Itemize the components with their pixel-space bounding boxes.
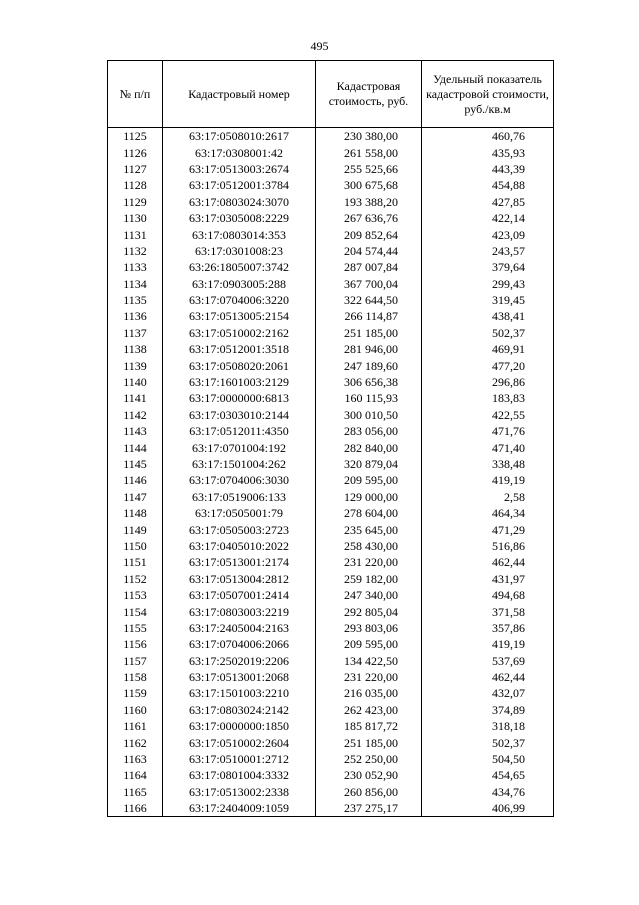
specific-value: 443,39 bbox=[422, 161, 554, 177]
cadastral-cost: 278 604,00 bbox=[316, 505, 422, 521]
cadastral-number: 63:17:0505003:2723 bbox=[163, 521, 316, 537]
cadastral-cost: 293 803,06 bbox=[316, 620, 422, 636]
cadastral-number: 63:17:1501003:2210 bbox=[163, 685, 316, 701]
table-row bbox=[108, 751, 554, 767]
cadastral-cost: 251 185,00 bbox=[316, 325, 422, 341]
row-number: 1133 bbox=[108, 259, 163, 275]
row-number: 1126 bbox=[108, 144, 163, 160]
cadastral-cost: 160 115,93 bbox=[316, 390, 422, 406]
cadastral-cost: 258 430,00 bbox=[316, 538, 422, 554]
cadastral-number: 63:17:0513005:2154 bbox=[163, 308, 316, 324]
cadastral-cost: 282 840,00 bbox=[316, 439, 422, 455]
cadastral-number: 63:17:2502019:2206 bbox=[163, 653, 316, 669]
cadastral-number: 63:17:0801004:3332 bbox=[163, 767, 316, 783]
cadastral-number: 63:17:0513004:2812 bbox=[163, 571, 316, 587]
cadastral-number: 63:17:0513001:2174 bbox=[163, 554, 316, 570]
header-specific-value: Удельный показатель кадастровой стоимости, руб./кв.м bbox=[422, 61, 554, 128]
row-number: 1134 bbox=[108, 276, 163, 292]
cadastral-number: 63:17:0903005:288 bbox=[163, 276, 316, 292]
row-number: 1164 bbox=[108, 767, 163, 783]
specific-value: 422,14 bbox=[422, 210, 554, 226]
table-row bbox=[108, 390, 554, 406]
cadastral-number: 63:17:0513002:2338 bbox=[163, 784, 316, 800]
specific-value: 471,29 bbox=[422, 521, 554, 537]
table-row bbox=[108, 587, 554, 603]
specific-value: 504,50 bbox=[422, 751, 554, 767]
cadastral-number: 63:17:1501004:262 bbox=[163, 456, 316, 472]
table-row bbox=[108, 161, 554, 177]
cadastral-cost: 300 675,68 bbox=[316, 177, 422, 193]
cadastral-number: 63:26:1805007:3742 bbox=[163, 259, 316, 275]
specific-value: 371,58 bbox=[422, 603, 554, 619]
cadastral-number: 63:17:0513003:2674 bbox=[163, 161, 316, 177]
cadastral-number: 63:17:0704006:3220 bbox=[163, 292, 316, 308]
row-number: 1155 bbox=[108, 620, 163, 636]
specific-value: 454,88 bbox=[422, 177, 554, 193]
table-row bbox=[108, 489, 554, 505]
specific-value: 435,93 bbox=[422, 144, 554, 160]
table-row bbox=[108, 653, 554, 669]
table-row bbox=[108, 194, 554, 210]
table-row bbox=[108, 439, 554, 455]
cadastral-number: 63:17:0803014:353 bbox=[163, 226, 316, 242]
specific-value: 243,57 bbox=[422, 243, 554, 259]
cadastral-cost: 283 056,00 bbox=[316, 423, 422, 439]
cadastral-cost: 247 340,00 bbox=[316, 587, 422, 603]
cadastral-cost: 251 185,00 bbox=[316, 734, 422, 750]
row-number: 1145 bbox=[108, 456, 163, 472]
specific-value: 462,44 bbox=[422, 669, 554, 685]
specific-value: 464,34 bbox=[422, 505, 554, 521]
cadastral-cost: 209 595,00 bbox=[316, 636, 422, 652]
table-row bbox=[108, 603, 554, 619]
row-number: 1142 bbox=[108, 407, 163, 423]
specific-value: 299,43 bbox=[422, 276, 554, 292]
row-number: 1129 bbox=[108, 194, 163, 210]
table-row bbox=[108, 767, 554, 783]
table-row bbox=[108, 554, 554, 570]
table-row bbox=[108, 128, 554, 145]
cadastral-number: 63:17:0303010:2144 bbox=[163, 407, 316, 423]
table-row bbox=[108, 308, 554, 324]
specific-value: 516,86 bbox=[422, 538, 554, 554]
specific-value: 319,45 bbox=[422, 292, 554, 308]
table-row bbox=[108, 702, 554, 718]
row-number: 1140 bbox=[108, 374, 163, 390]
cadastral-number: 63:17:0308001:42 bbox=[163, 144, 316, 160]
page-number: 495 bbox=[310, 39, 329, 53]
table-row bbox=[108, 472, 554, 488]
cadastral-cost: 322 644,50 bbox=[316, 292, 422, 308]
cadastral-number: 63:17:0513001:2068 bbox=[163, 669, 316, 685]
specific-value: 438,41 bbox=[422, 308, 554, 324]
cadastral-number: 63:17:0519006:133 bbox=[163, 489, 316, 505]
table-row bbox=[108, 521, 554, 537]
row-number: 1150 bbox=[108, 538, 163, 554]
cadastral-cost: 367 700,04 bbox=[316, 276, 422, 292]
specific-value: 432,07 bbox=[422, 685, 554, 701]
cadastral-number: 63:17:0803003:2219 bbox=[163, 603, 316, 619]
row-number: 1163 bbox=[108, 751, 163, 767]
cadastral-table bbox=[107, 60, 554, 817]
cadastral-cost: 260 856,00 bbox=[316, 784, 422, 800]
cadastral-cost: 185 817,72 bbox=[316, 718, 422, 734]
row-number: 1141 bbox=[108, 390, 163, 406]
cadastral-cost: 237 275,17 bbox=[316, 800, 422, 817]
cadastral-number: 63:17:0701004:192 bbox=[163, 439, 316, 455]
table-row bbox=[108, 538, 554, 554]
specific-value: 471,76 bbox=[422, 423, 554, 439]
table-row bbox=[108, 456, 554, 472]
row-number: 1128 bbox=[108, 177, 163, 193]
cadastral-cost: 216 035,00 bbox=[316, 685, 422, 701]
cadastral-cost: 292 805,04 bbox=[316, 603, 422, 619]
row-number: 1131 bbox=[108, 226, 163, 242]
cadastral-number: 63:17:0512011:4350 bbox=[163, 423, 316, 439]
table-row bbox=[108, 357, 554, 373]
row-number: 1157 bbox=[108, 653, 163, 669]
cadastral-cost: 252 250,00 bbox=[316, 751, 422, 767]
cadastral-cost: 306 656,38 bbox=[316, 374, 422, 390]
row-number: 1152 bbox=[108, 571, 163, 587]
specific-value: 427,85 bbox=[422, 194, 554, 210]
cadastral-cost: 259 182,00 bbox=[316, 571, 422, 587]
table-row bbox=[108, 734, 554, 750]
cadastral-number: 63:17:0508020:2061 bbox=[163, 357, 316, 373]
specific-value: 537,69 bbox=[422, 653, 554, 669]
cadastral-cost: 230 052,90 bbox=[316, 767, 422, 783]
header-cost: Кадастровая стоимость, руб. bbox=[316, 61, 422, 128]
specific-value: 469,91 bbox=[422, 341, 554, 357]
specific-value: 318,18 bbox=[422, 718, 554, 734]
row-number: 1154 bbox=[108, 603, 163, 619]
table-row bbox=[108, 177, 554, 193]
row-number: 1165 bbox=[108, 784, 163, 800]
cadastral-cost: 209 595,00 bbox=[316, 472, 422, 488]
table-header-row bbox=[108, 61, 554, 128]
specific-value: 462,44 bbox=[422, 554, 554, 570]
cadastral-cost: 230 380,00 bbox=[316, 128, 422, 145]
specific-value: 406,99 bbox=[422, 800, 554, 817]
table-row bbox=[108, 374, 554, 390]
cadastral-number: 63:17:0510002:2604 bbox=[163, 734, 316, 750]
specific-value: 423,09 bbox=[422, 226, 554, 242]
specific-value: 502,37 bbox=[422, 734, 554, 750]
table-row bbox=[108, 259, 554, 275]
cadastral-number: 63:17:0704006:3030 bbox=[163, 472, 316, 488]
row-number: 1158 bbox=[108, 669, 163, 685]
specific-value: 338,48 bbox=[422, 456, 554, 472]
row-number: 1127 bbox=[108, 161, 163, 177]
cadastral-cost: 231 220,00 bbox=[316, 669, 422, 685]
cadastral-cost: 262 423,00 bbox=[316, 702, 422, 718]
cadastral-number: 63:17:0507001:2414 bbox=[163, 587, 316, 603]
cadastral-cost: 300 010,50 bbox=[316, 407, 422, 423]
cadastral-cost: 287 007,84 bbox=[316, 259, 422, 275]
cadastral-number: 63:17:0301008:23 bbox=[163, 243, 316, 259]
table-row bbox=[108, 226, 554, 242]
table-row bbox=[108, 423, 554, 439]
cadastral-cost: 193 388,20 bbox=[316, 194, 422, 210]
row-number: 1139 bbox=[108, 357, 163, 373]
cadastral-number: 63:17:0512001:3784 bbox=[163, 177, 316, 193]
table-row bbox=[108, 276, 554, 292]
row-number: 1130 bbox=[108, 210, 163, 226]
specific-value: 183,83 bbox=[422, 390, 554, 406]
cadastral-number: 63:17:1601003:2129 bbox=[163, 374, 316, 390]
row-number: 1143 bbox=[108, 423, 163, 439]
cadastral-cost: 267 636,76 bbox=[316, 210, 422, 226]
cadastral-cost: 209 852,64 bbox=[316, 226, 422, 242]
specific-value: 296,86 bbox=[422, 374, 554, 390]
cadastral-cost: 261 558,00 bbox=[316, 144, 422, 160]
row-number: 1153 bbox=[108, 587, 163, 603]
row-number: 1166 bbox=[108, 800, 163, 817]
cadastral-number: 63:17:0508010:2617 bbox=[163, 128, 316, 145]
specific-value: 460,76 bbox=[422, 128, 554, 145]
table-row bbox=[108, 341, 554, 357]
row-number: 1148 bbox=[108, 505, 163, 521]
table-row bbox=[108, 243, 554, 259]
specific-value: 494,68 bbox=[422, 587, 554, 603]
specific-value: 419,19 bbox=[422, 472, 554, 488]
specific-value: 379,64 bbox=[422, 259, 554, 275]
table-row bbox=[108, 636, 554, 652]
row-number: 1132 bbox=[108, 243, 163, 259]
cadastral-cost: 255 525,66 bbox=[316, 161, 422, 177]
specific-value: 431,97 bbox=[422, 571, 554, 587]
cadastral-number: 63:17:0000000:1850 bbox=[163, 718, 316, 734]
table-row bbox=[108, 292, 554, 308]
specific-value: 502,37 bbox=[422, 325, 554, 341]
table-body bbox=[108, 128, 554, 817]
row-number: 1136 bbox=[108, 308, 163, 324]
header-num: № п/п bbox=[108, 61, 163, 128]
table-row bbox=[108, 620, 554, 636]
specific-value: 357,86 bbox=[422, 620, 554, 636]
cadastral-number: 63:17:0405010:2022 bbox=[163, 538, 316, 554]
cadastral-cost: 235 645,00 bbox=[316, 521, 422, 537]
cadastral-cost: 320 879,04 bbox=[316, 456, 422, 472]
cadastral-number: 63:17:0803024:3070 bbox=[163, 194, 316, 210]
row-number: 1138 bbox=[108, 341, 163, 357]
cadastral-cost: 266 114,87 bbox=[316, 308, 422, 324]
table-row bbox=[108, 325, 554, 341]
cadastral-cost: 129 000,00 bbox=[316, 489, 422, 505]
cadastral-number: 63:17:0510001:2712 bbox=[163, 751, 316, 767]
row-number: 1125 bbox=[108, 128, 163, 145]
cadastral-cost: 231 220,00 bbox=[316, 554, 422, 570]
table-row bbox=[108, 505, 554, 521]
table-row bbox=[108, 685, 554, 701]
specific-value: 454,65 bbox=[422, 767, 554, 783]
specific-value: 477,20 bbox=[422, 357, 554, 373]
cadastral-number: 63:17:2405004:2163 bbox=[163, 620, 316, 636]
cadastral-number: 63:17:0000000:6813 bbox=[163, 390, 316, 406]
cadastral-number: 63:17:0305008:2229 bbox=[163, 210, 316, 226]
table-row bbox=[108, 718, 554, 734]
cadastral-number: 63:17:0505001:79 bbox=[163, 505, 316, 521]
row-number: 1151 bbox=[108, 554, 163, 570]
cadastral-cost: 134 422,50 bbox=[316, 653, 422, 669]
row-number: 1144 bbox=[108, 439, 163, 455]
cadastral-number: 63:17:0510002:2162 bbox=[163, 325, 316, 341]
table-row bbox=[108, 407, 554, 423]
cadastral-number: 63:17:0803024:2142 bbox=[163, 702, 316, 718]
header-cadastral-number: Кадастровый номер bbox=[163, 61, 316, 128]
cadastral-number: 63:17:2404009:1059 bbox=[163, 800, 316, 817]
row-number: 1159 bbox=[108, 685, 163, 701]
table-row bbox=[108, 144, 554, 160]
cadastral-cost: 247 189,60 bbox=[316, 357, 422, 373]
table-row bbox=[108, 800, 554, 817]
row-number: 1147 bbox=[108, 489, 163, 505]
row-number: 1162 bbox=[108, 734, 163, 750]
row-number: 1149 bbox=[108, 521, 163, 537]
table-row bbox=[108, 669, 554, 685]
row-number: 1137 bbox=[108, 325, 163, 341]
cadastral-number: 63:17:0704006:2066 bbox=[163, 636, 316, 652]
specific-value: 422,55 bbox=[422, 407, 554, 423]
table-row bbox=[108, 784, 554, 800]
specific-value: 471,40 bbox=[422, 439, 554, 455]
row-number: 1156 bbox=[108, 636, 163, 652]
cadastral-number: 63:17:0512001:3518 bbox=[163, 341, 316, 357]
row-number: 1135 bbox=[108, 292, 163, 308]
row-number: 1161 bbox=[108, 718, 163, 734]
row-number: 1160 bbox=[108, 702, 163, 718]
row-number: 1146 bbox=[108, 472, 163, 488]
table-row bbox=[108, 210, 554, 226]
specific-value: 434,76 bbox=[422, 784, 554, 800]
specific-value: 374,89 bbox=[422, 702, 554, 718]
specific-value: 419,19 bbox=[422, 636, 554, 652]
specific-value: 2,58 bbox=[422, 489, 554, 505]
table-row bbox=[108, 571, 554, 587]
cadastral-cost: 281 946,00 bbox=[316, 341, 422, 357]
cadastral-cost: 204 574,44 bbox=[316, 243, 422, 259]
